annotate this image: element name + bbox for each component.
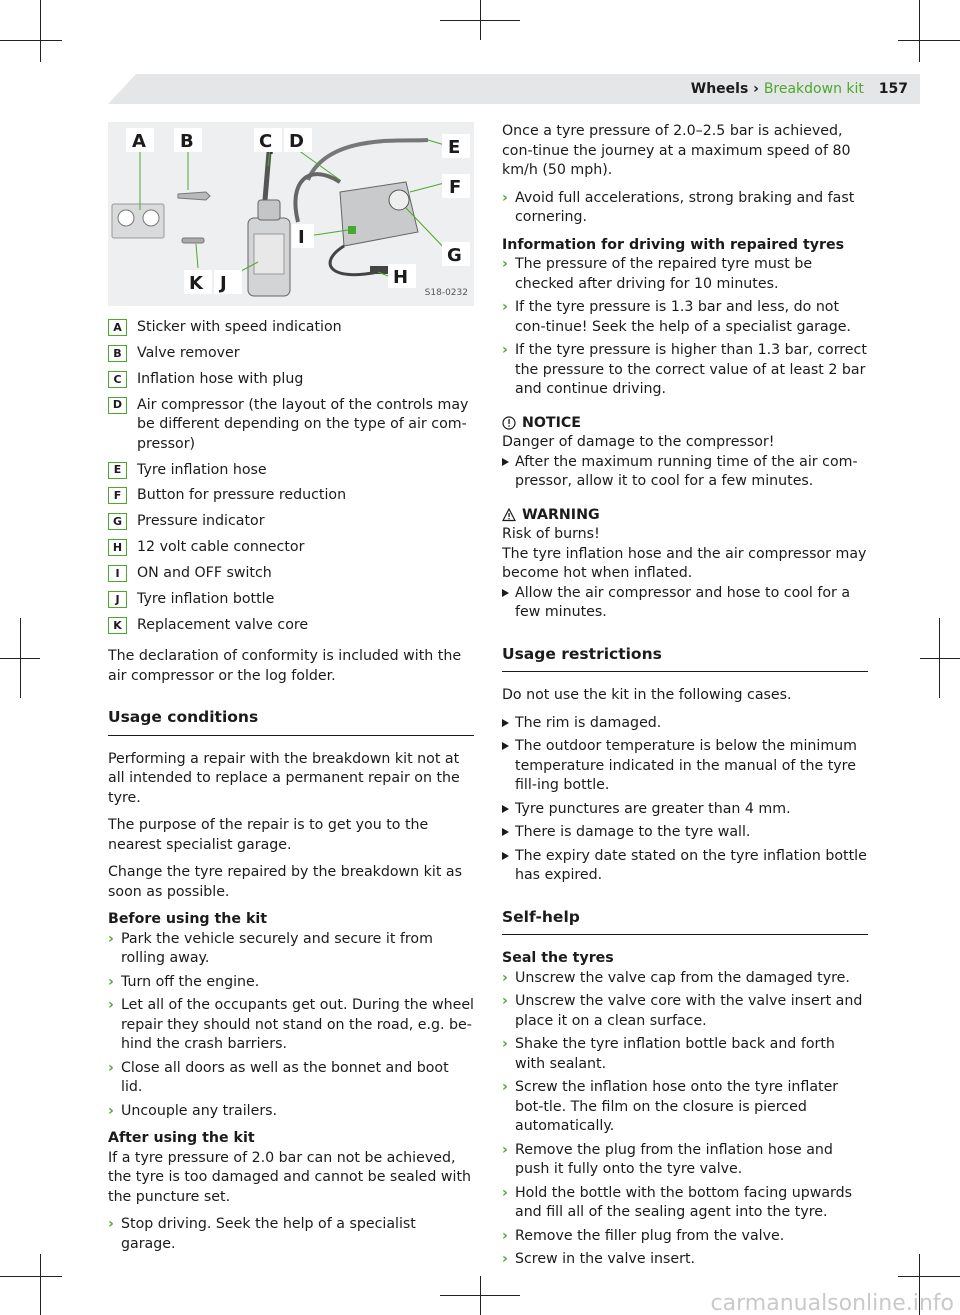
legend-key: E <box>108 462 127 479</box>
list-item <box>502 1250 868 1270</box>
legend-row <box>108 590 474 610</box>
legend-text: Air compressor (the layout of the controls may be different depending on the type of air com-pressor) <box>137 396 469 452</box>
legend-row <box>108 486 474 506</box>
seal-title: Seal the tyres <box>502 950 614 966</box>
right-column <box>502 122 868 1274</box>
list-item-text: Unscrew the valve core with the valve insert and place it on a clean surface. <box>515 993 863 1029</box>
legend-key: A <box>108 319 127 336</box>
restrictions-intro: Do not use the kit in the following cases. <box>502 687 792 703</box>
chevron-bullet-icon: › <box>502 342 508 358</box>
callout-e: E <box>448 137 461 158</box>
callout-a: A <box>132 131 146 152</box>
warning-line1: Risk of burns! <box>502 526 600 542</box>
legend-text: 12 volt cable connector <box>137 539 305 556</box>
list-item <box>108 996 474 1055</box>
legend-key: G <box>108 513 127 530</box>
legend-row <box>108 538 474 558</box>
list-item-text: If the tyre pressure is higher than 1.3 bar, correct the pressure to the correct value of at least 2 bar and continue driving. <box>515 342 867 397</box>
legend-row <box>108 564 474 584</box>
air-compressor-icon <box>340 182 418 246</box>
list-item <box>502 453 868 492</box>
legend-key: K <box>108 617 127 634</box>
legend-key: I <box>108 565 127 582</box>
left-column <box>108 647 474 1258</box>
chevron-bullet-icon: › <box>108 1059 114 1076</box>
list-item-text: The rim is damaged. <box>515 714 662 731</box>
before-list <box>108 930 474 1122</box>
list-item <box>502 1184 868 1223</box>
callout-f: F <box>449 177 462 198</box>
legend-row <box>108 461 474 481</box>
chevron-bullet-icon: › <box>502 969 508 986</box>
legend-text: Tyre inflation bottle <box>137 591 275 608</box>
list-item <box>502 714 868 734</box>
list-item-text: Remove the filler plug from the valve. <box>515 1227 785 1244</box>
list-item <box>502 737 868 796</box>
list-item-text: Turn off the engine. <box>121 973 260 990</box>
triangle-bullet-icon <box>502 742 509 750</box>
usage-p3: Change the tyre repaired by the breakdown kit as soon as possible. <box>108 864 462 900</box>
self-help-heading: Self-help <box>502 908 868 936</box>
chevron-bullet-icon: › <box>502 189 508 206</box>
legend-key: D <box>108 397 127 414</box>
list-item <box>502 969 868 989</box>
list-item-text: The outdoor temperature is below the minimum temperature indicated in the manual of the tyre fill-ing bottle. <box>515 738 857 793</box>
list-item-text: Avoid full accelerations, strong braking and fast cornering. <box>515 189 855 225</box>
chevron-bullet-icon: › <box>502 299 508 315</box>
conformity-text: The declaration of conformity is included with the air compressor or the log folder. <box>108 648 462 684</box>
legend-row <box>108 344 474 364</box>
selfhelp-list <box>502 969 868 1270</box>
callout-h: H <box>393 267 409 288</box>
continue-list <box>502 189 868 228</box>
list-item-text: Screw in the valve insert. <box>515 1251 696 1267</box>
legend-text: ON and OFF switch <box>137 565 272 582</box>
watermark: carmanualsonline.info <box>710 1290 954 1315</box>
legend-key: F <box>108 487 127 504</box>
chevron-bullet-icon: › <box>108 997 114 1013</box>
legend-key: J <box>108 591 127 608</box>
notice-title <box>502 414 868 434</box>
list-item <box>502 823 868 843</box>
list-item-text: The expiry date stated on the tyre inflation bottle has expired. <box>515 847 867 883</box>
usage-p2: The purpose of the repair is to get you to the nearest specialist garage. <box>108 817 429 853</box>
after-list <box>108 1215 474 1254</box>
callout-g: G <box>447 245 462 266</box>
legend-row <box>108 370 474 390</box>
legend-text: Valve remover <box>137 344 240 361</box>
running-header <box>691 80 908 100</box>
usage-conditions-heading: Usage conditions <box>108 708 474 736</box>
restrictions-list <box>502 714 868 886</box>
list-item-text: The pressure of the repaired tyre must be checked after driving for 10 minutes. <box>515 256 813 292</box>
triangle-bullet-icon <box>502 589 509 597</box>
list-item-text: Shake the tyre inflation bottle back and forth with sealant. <box>515 1036 835 1072</box>
list-item <box>502 584 868 623</box>
chevron-bullet-icon: › <box>502 1036 508 1052</box>
warning-title-text: WARNING <box>522 506 600 523</box>
warning-icon <box>502 508 516 522</box>
legend-key: C <box>108 371 127 388</box>
warning-line2: The tyre inflation hose and the air compressor may become hot when inflated. <box>502 545 867 581</box>
warning-title <box>502 506 868 526</box>
list-item <box>502 1141 868 1180</box>
list-item <box>502 298 868 337</box>
list-item <box>108 1059 474 1098</box>
legend-row <box>108 318 474 338</box>
list-item <box>502 800 868 820</box>
valve-core-icon <box>182 238 204 243</box>
list-item-text: Unscrew the valve cap from the damaged tyre. <box>515 969 850 986</box>
warning-box <box>502 506 868 623</box>
notice-text: Danger of damage to the compressor! <box>502 434 775 450</box>
list-item-text: If the tyre pressure is 1.3 bar and less, do not con-tinue! Seek the help of a specialist garage. <box>515 299 851 335</box>
list-item-text: Screw the inflation hose onto the tyre inflater bot-tle. The film on the closure is pierced automatically. <box>515 1079 839 1134</box>
valve-remover-icon <box>178 192 210 200</box>
chevron-bullet-icon: › <box>502 1251 508 1267</box>
legend-row <box>108 616 474 636</box>
chevron-bullet-icon: › <box>108 930 114 947</box>
list-item-text: There is damage to the tyre wall. <box>515 824 751 840</box>
callout-c: C <box>259 131 273 152</box>
callout-j: J <box>220 273 227 294</box>
legend-key: H <box>108 539 127 556</box>
list-item-text: Allow the air compressor and hose to cool for a few minutes. <box>515 584 851 620</box>
breakdown-kit-illustration <box>108 122 474 306</box>
list-item-text: After the maximum running time of the air com-pressor, allow it to cool for a few minutes. <box>515 453 858 489</box>
usage-p1: Performing a repair with the breakdown kit not at all intended to replace a permanent repair on the tyre. <box>108 750 460 806</box>
notice-box <box>502 414 868 492</box>
triangle-bullet-icon <box>502 828 509 836</box>
list-item-text: Let all of the occupants get out. During the wheel repair they should not stand on the road, e.g. be-hind the crash barriers. <box>121 997 474 1052</box>
after-text: If a tyre pressure of 2.0 bar can not be achieved, the tyre is too damaged and cannot be sealed with the puncture set. <box>108 1149 472 1205</box>
legend-text: Sticker with speed indication <box>137 319 342 335</box>
page-number: 157 <box>878 81 908 97</box>
list-item <box>502 255 868 294</box>
legend-text: Pressure indicator <box>137 513 265 530</box>
chevron-bullet-icon: › <box>502 1184 508 1201</box>
list-item-text: Tyre punctures are greater than 4 mm. <box>515 800 791 817</box>
chevron-bullet-icon: › <box>108 1216 114 1232</box>
chevron-bullet-icon: › <box>108 1102 114 1119</box>
legend-row <box>108 396 474 455</box>
header-section: Wheels <box>690 81 749 97</box>
callout-b: B <box>180 131 194 152</box>
list-item <box>502 1227 868 1247</box>
callout-i: I <box>298 227 305 248</box>
notice-list <box>502 453 868 492</box>
usage-restrictions-heading: Usage restrictions <box>502 645 868 673</box>
chevron-bullet-icon: › <box>502 256 508 272</box>
warning-list <box>502 584 868 623</box>
triangle-bullet-icon <box>502 458 509 466</box>
chevron-bullet-icon: › <box>502 1141 508 1158</box>
info-icon <box>502 416 516 430</box>
callout-k: K <box>189 273 203 294</box>
callout-d: D <box>289 131 304 152</box>
list-item <box>502 1035 868 1074</box>
triangle-bullet-icon <box>502 805 509 813</box>
breakdown-kit-figure <box>108 122 474 306</box>
header-subsection: Breakdown kit <box>763 81 864 97</box>
notice-title-text: NOTICE <box>522 414 581 431</box>
chevron-bullet-icon: › <box>108 973 114 990</box>
legend-row <box>108 512 474 532</box>
legend-text: Inflation hose with plug <box>137 370 304 387</box>
list-item-text: Remove the plug from the inflation hose and push it fully onto the tyre valve. <box>515 1141 833 1177</box>
chevron-bullet-icon: › <box>502 993 508 1009</box>
list-item-text: Close all doors as well as the bonnet and boot lid. <box>121 1059 449 1095</box>
legend-text: Tyre inflation hose <box>137 461 267 478</box>
chevron-bullet-icon: › <box>502 1227 508 1244</box>
header-separator: › <box>753 81 759 97</box>
after-title: After using the kit <box>108 1130 255 1146</box>
list-item-text: Stop driving. Seek the help of a specialist garage. <box>121 1216 416 1252</box>
list-item <box>502 847 868 886</box>
list-item-text: Uncouple any trailers. <box>121 1102 278 1119</box>
list-item <box>502 189 868 228</box>
info-title: Information for driving with repaired tyres <box>502 236 845 253</box>
legend-text: Button for pressure reduction <box>137 487 347 504</box>
list-item <box>108 973 474 993</box>
legend-key: B <box>108 345 127 362</box>
list-item <box>502 1078 868 1137</box>
info-list <box>502 255 868 400</box>
list-item <box>502 341 868 400</box>
list-item <box>108 1102 474 1122</box>
chevron-bullet-icon: › <box>502 1079 508 1095</box>
figure-legend <box>108 318 474 642</box>
triangle-bullet-icon <box>502 852 509 860</box>
list-item-text: Park the vehicle securely and secure it from rolling away. <box>121 930 433 966</box>
continue-text: Once a tyre pressure of 2.0–2.5 bar is achieved, con-tinue the journey at a maximum speed of 80 km/h (50 mph). <box>502 123 851 178</box>
list-item <box>108 1215 474 1254</box>
figure-callouts <box>126 128 470 294</box>
list-item <box>502 992 868 1031</box>
legend-text: Replacement valve core <box>137 616 309 633</box>
figure-code: S18-0232 <box>424 287 468 298</box>
before-title: Before using the kit <box>108 911 268 927</box>
triangle-bullet-icon <box>502 719 509 727</box>
list-item <box>108 930 474 969</box>
list-item-text: Hold the bottle with the bottom facing upwards and fill all of the sealing agent into the tyre. <box>515 1184 853 1220</box>
